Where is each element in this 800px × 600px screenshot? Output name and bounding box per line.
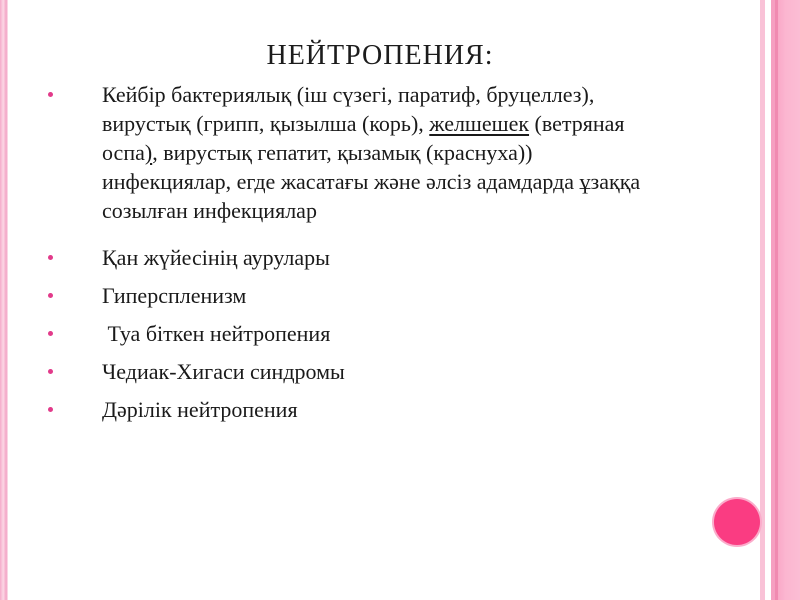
bullet-text: Гиперспленизм [102,283,247,308]
bullet-text: Кейбір бактериялық (іш сүзегі, паратиф, бруцеллез), вирустық (грипп, қызылша (корь), желшешек (ветряная оспа), вирустық гепатит, қызамық (краснуха)) инфекциялар, егде жасатағы және әлсіз адамдарда ұзаққа созылған инфекциялар [102,82,641,223]
bullet-text: Қан жүйесінің аурулары [102,245,330,270]
left-border-strip [0,0,8,600]
bullet-icon [48,293,53,298]
slide-title: НЕЙТРОПЕНИЯ: [266,39,494,71]
list-item [46,80,758,225]
bullet-list [46,80,758,433]
bullet-text: Туа біткен нейтропения [102,321,331,346]
bullet-icon [48,331,53,336]
right-border-strip-wide [778,0,800,600]
list-item [46,243,758,272]
list-item [46,281,758,310]
bullet-icon [48,92,53,97]
bullet-text: Дәрілік нейтропения [102,397,298,422]
right-border-strip-thin [760,0,765,600]
list-item [46,319,758,348]
accent-circle [714,499,760,545]
bullet-text: Чедиак-Хигаси синдромы [102,359,345,384]
bullet-icon [48,407,53,412]
list-item [46,357,758,386]
bullet-icon [48,255,53,260]
bullet-icon [48,369,53,374]
list-item [46,395,758,424]
